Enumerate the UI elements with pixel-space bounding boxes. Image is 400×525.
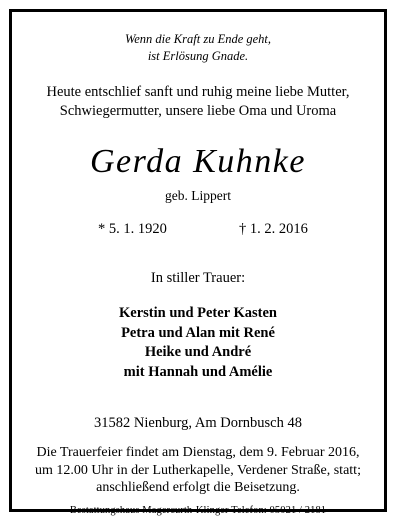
birth-name: geb. Lippert xyxy=(165,188,231,203)
mourner: mit Hannah und Amélie xyxy=(123,363,273,380)
birth-date: * 5. 1. 1920 xyxy=(98,221,167,237)
announcement-line: Schwiegermutter, unsere liebe Oma und Uroma xyxy=(59,103,337,119)
funeral-line: Die Trauerfeier findet am Dienstag, dem 9. Februar 2016, xyxy=(36,445,360,460)
deceased-name: Gerda Kuhnke xyxy=(90,143,306,180)
motto xyxy=(12,31,384,65)
funeral-home-footer: Bestattungshaus Magercurth-Klinger Telefon: 05021 / 2181 xyxy=(69,505,327,516)
obituary-notice xyxy=(9,9,387,516)
funeral-line: anschließend erfolgt die Beisetzung. xyxy=(96,480,300,495)
address: 31582 Nienburg, Am Dornbusch 48 xyxy=(94,415,302,431)
announcement-line: Heute entschlief sanft und ruhig meine liebe Mutter, xyxy=(46,84,350,100)
announcement xyxy=(12,83,384,121)
death-date: † 1. 2. 2016 xyxy=(239,221,308,237)
funeral-line: um 12.00 Uhr in der Lutherkapelle, Verdener Straße, statt; xyxy=(35,462,361,478)
mourner: Petra und Alan mit René xyxy=(121,324,275,341)
mourners-list xyxy=(12,304,384,382)
mourners-heading: In stiller Trauer: xyxy=(150,270,246,286)
motto-line: ist Erlösung Gnade. xyxy=(147,49,249,63)
motto-line: Wenn die Kraft zu Ende geht, xyxy=(124,32,272,46)
funeral-info xyxy=(12,444,384,497)
mourner: Kerstin und Peter Kasten xyxy=(118,305,277,321)
mourner: Heike und André xyxy=(144,344,252,360)
